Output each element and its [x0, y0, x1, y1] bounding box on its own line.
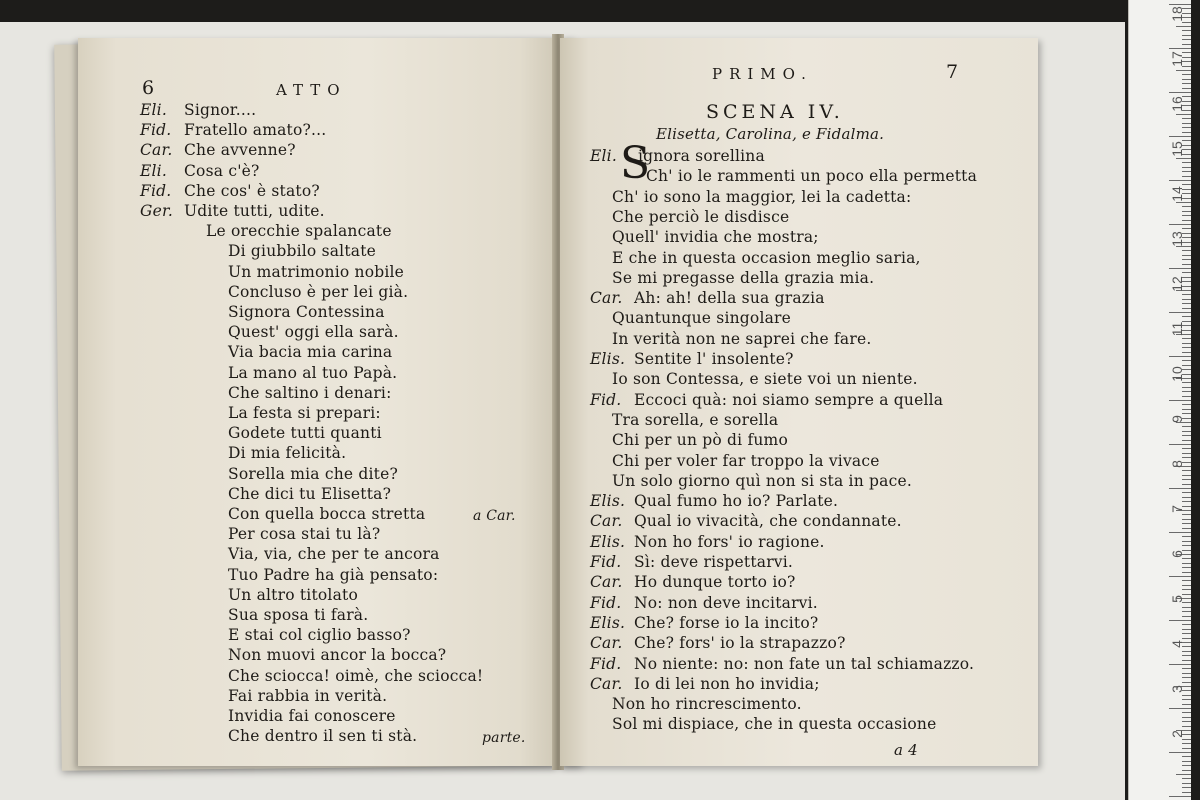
speaker-label: Fid.	[140, 121, 172, 140]
ruler-tick	[1182, 387, 1191, 388]
ruler-tick	[1182, 352, 1191, 353]
ruler-tick	[1182, 255, 1191, 256]
ruler-tick	[1182, 35, 1191, 36]
verse-line: Invidia fai conoscere	[228, 707, 396, 725]
verse-line: Se mi pregasse della grazia mia.	[612, 268, 875, 287]
verse-line: Per cosa stai tu là?	[228, 525, 381, 544]
ruler-tick	[1182, 778, 1191, 779]
ruler-tick	[1182, 127, 1191, 128]
ruler-tick	[1182, 492, 1191, 493]
ruler-tick	[1182, 39, 1191, 40]
verse-line: Non muovi ancor la bocca?	[228, 646, 447, 665]
verse-line: Ah: ah! della sua grazia	[634, 289, 825, 308]
ruler-tick	[1182, 167, 1191, 168]
verse-line: Quantunque singolare	[612, 309, 792, 328]
verse-line: Cosa c'è?	[184, 161, 260, 180]
speaker-label: Car.	[590, 573, 623, 592]
speaker-label: Elis.	[590, 613, 626, 632]
ruler-tick	[1182, 585, 1191, 586]
ruler-tick	[1182, 391, 1191, 392]
ruler-tick	[1182, 528, 1191, 529]
verse-line: Sì: deve rispettarvi.	[634, 553, 794, 571]
verse-line: Io di lei non ho invidia;	[634, 674, 820, 693]
verse-line: Che avvenne?	[184, 141, 296, 160]
speaker-label: Car.	[590, 512, 623, 531]
ruler-tick	[1176, 26, 1191, 27]
ruler-tick	[1169, 268, 1191, 269]
ruler-tick	[1169, 356, 1191, 357]
ruler-tick	[1182, 765, 1191, 766]
ruler-tick	[1169, 180, 1191, 181]
ruler-tick	[1182, 299, 1191, 300]
verse-line: Non ho fors' io ragione.	[634, 532, 825, 551]
verse-line: Un altro titolato	[228, 585, 358, 604]
ruler-tick	[1182, 536, 1191, 537]
ruler-label: 3	[1169, 685, 1185, 693]
verse-line: Chi per voler far troppo la vivace	[612, 451, 880, 470]
ruler-tick	[1182, 343, 1191, 344]
ruler-tick	[1182, 660, 1191, 661]
speaker-label: Fid.	[590, 390, 622, 409]
ruler-label: 15	[1169, 141, 1185, 157]
ruler-tick	[1182, 704, 1191, 705]
verse-line: Concluso è per lei già.	[228, 282, 409, 301]
ruler-tick	[1182, 624, 1191, 625]
speaker-label: Car.	[590, 634, 623, 653]
verse-line: Via bacia mia carina	[228, 343, 393, 362]
ruler-tick	[1182, 171, 1191, 172]
speaker-label: Ger.	[140, 202, 173, 220]
verse-line: Che dentro il sen ti stà.	[228, 727, 418, 746]
verse-line: Quest' oggi ella sarà.	[228, 323, 399, 342]
left-page-number: 6	[142, 77, 155, 99]
ruler-tick	[1182, 572, 1191, 573]
ruler-label: 16	[1169, 96, 1185, 112]
ruler-tick	[1182, 30, 1191, 31]
verse-line: Che saltino i denari:	[228, 383, 392, 402]
ruler-tick	[1182, 211, 1191, 212]
ruler-label: 7	[1169, 505, 1185, 513]
right-page-number: 7	[946, 61, 959, 83]
verse-line: Che perciò le disdisce	[612, 207, 790, 226]
ruler-tick	[1182, 404, 1191, 405]
ruler-tick	[1182, 787, 1191, 788]
ruler-label: 6	[1169, 550, 1185, 558]
verse-line: Di giubbilo saltate	[228, 242, 377, 261]
right-running-head: PRIMO.	[712, 65, 813, 83]
verse-line: Ho dunque torto io?	[634, 573, 796, 592]
verse-line: No: non deve incitarvi.	[634, 593, 818, 612]
verse-line: Tuo Padre ha già pensato:	[228, 565, 439, 584]
ruler-tick	[1169, 532, 1191, 533]
ruler-tick	[1182, 259, 1191, 260]
speaker-label: Fid.	[590, 654, 622, 673]
ruler-tick	[1182, 308, 1191, 309]
ruler-label: 5	[1169, 595, 1185, 603]
verse-line: Io son Contessa, e siete voi un niente.	[612, 370, 918, 389]
verse-line: Di mia felicità.	[228, 444, 347, 463]
ruler-tick	[1182, 783, 1191, 784]
ruler-tick	[1182, 523, 1191, 524]
scene-cast: Elisetta, Carolina, e Fidalma.	[656, 125, 885, 143]
verse-line: In verità non ne saprei che fare.	[612, 329, 872, 348]
verse-line: Sentite l' insolente?	[634, 350, 794, 368]
ruler-tick	[1182, 162, 1191, 163]
ruler-tick	[1169, 620, 1191, 621]
ruler-tick	[1182, 264, 1191, 265]
ruler-tick	[1182, 435, 1191, 436]
ruler-tick	[1182, 567, 1191, 568]
speaker-label: Car.	[590, 289, 623, 308]
ruler-label: 12	[1169, 276, 1185, 292]
speaker-label: Fid.	[590, 593, 622, 612]
ruler-label: 11	[1169, 321, 1185, 337]
stage-direction-exit: parte.	[482, 730, 526, 746]
ruler-tick	[1169, 488, 1191, 489]
verse-line: Via, via, che per te ancora	[228, 545, 440, 564]
left-running-head: ATTO	[276, 81, 347, 99]
verse-line: Non ho rincrescimento.	[612, 695, 802, 714]
measurement-ruler	[1128, 0, 1191, 800]
verse-line: Godete tutti quanti	[228, 424, 382, 443]
ruler-tick	[1182, 580, 1191, 581]
scene-title: SCENA IV.	[706, 101, 844, 123]
verse-line: Qual io vivacità, che condannate.	[634, 512, 902, 531]
ruler-tick	[1182, 206, 1191, 207]
ruler-tick	[1182, 118, 1191, 119]
ruler-tick	[1182, 717, 1191, 718]
ruler-tick	[1182, 761, 1191, 762]
verse-line: Le orecchie spalancate	[206, 222, 392, 241]
verse-line: No niente: no: non fate un tal schiamazzo.	[634, 654, 975, 673]
ruler-tick	[1182, 83, 1191, 84]
ruler-tick	[1182, 792, 1191, 793]
ruler-tick	[1182, 484, 1191, 485]
speaker-label: Car.	[590, 674, 623, 693]
ruler-tick	[1182, 440, 1191, 441]
speaker-label: Elis.	[590, 492, 626, 511]
verse-line: Tra sorella, e sorella	[612, 410, 779, 429]
ruler-label: 13	[1169, 231, 1185, 247]
ruler-label: 10	[1169, 366, 1185, 382]
ruler-tick	[1182, 756, 1191, 757]
ruler-tick	[1182, 479, 1191, 480]
left-page	[78, 38, 558, 766]
ruler-tick	[1182, 79, 1191, 80]
verse-line: Signor....	[184, 101, 257, 119]
ruler-tick	[1182, 176, 1191, 177]
ruler-tick	[1169, 576, 1191, 577]
verse-line: Quell' invidia che mostra;	[612, 228, 819, 247]
ruler-label: 4	[1169, 640, 1185, 648]
ruler-label: 14	[1169, 186, 1185, 202]
ruler-tick	[1182, 132, 1191, 133]
verse-line: Fratello amato?...	[184, 121, 327, 140]
ruler-tick	[1169, 444, 1191, 445]
signature-mark: a 4	[894, 741, 918, 759]
speaker-label: Elis.	[590, 532, 626, 551]
ruler-tick	[1182, 74, 1191, 75]
ruler-tick	[1182, 215, 1191, 216]
speaker-label: Eli.	[590, 147, 617, 165]
ruler-tick	[1169, 664, 1191, 665]
ruler-tick	[1182, 668, 1191, 669]
ruler-label: 2	[1169, 730, 1185, 738]
verse-line: Che? forse io la incito?	[634, 613, 819, 632]
verse-line: Udite tutti, udite.	[184, 202, 325, 220]
drop-cap: S	[620, 138, 651, 189]
right-page	[560, 38, 1038, 766]
ruler-tick	[1182, 673, 1191, 674]
ruler-tick	[1182, 396, 1191, 397]
ruler-tick	[1169, 708, 1191, 709]
verse-line: Chi per un pò di fumo	[612, 431, 788, 450]
stage-direction-car: a Car.	[473, 508, 516, 524]
speaker-label: Fid.	[590, 553, 622, 571]
speaker-label: Eli.	[140, 161, 167, 180]
ruler-tick	[1182, 770, 1191, 771]
speaker-label: Elis.	[590, 350, 626, 368]
speaker-label: Fid.	[140, 181, 172, 200]
ruler-tick	[1182, 347, 1191, 348]
ruler-tick	[1169, 400, 1191, 401]
ruler-tick	[1169, 224, 1191, 225]
verse-line: E che in questa occasion meglio saria,	[612, 248, 921, 267]
ruler-tick	[1176, 774, 1191, 775]
verse-line: Eccoci quà: noi siamo sempre a quella	[634, 390, 944, 409]
verse-line: Sorella mia che dite?	[228, 464, 398, 483]
ruler-tick	[1182, 629, 1191, 630]
ruler-tick	[1169, 752, 1191, 753]
ruler-label: 17	[1169, 51, 1185, 67]
ruler-label: 9	[1169, 415, 1185, 423]
ruler-tick	[1182, 616, 1191, 617]
ruler-tick	[1182, 220, 1191, 221]
verse-line: Che dici tu Elisetta?	[228, 484, 392, 503]
verse-line: Qual fumo ho io? Parlate.	[634, 492, 839, 511]
ruler-tick	[1182, 712, 1191, 713]
verse-line: E stai col ciglio basso?	[228, 626, 411, 645]
verse-line: Signora Contessina	[228, 303, 385, 321]
ruler-tick	[1169, 312, 1191, 313]
verse-line: Con quella bocca stretta	[228, 505, 426, 523]
verse-line: Fai rabbia in verità.	[228, 686, 388, 705]
verse-line: Che? fors' io la strapazzo?	[634, 634, 846, 653]
verse-line: La mano al tuo Papà.	[228, 363, 398, 382]
ruler-tick	[1169, 796, 1191, 797]
verse-line: Sol mi dispiace, che in questa occasione	[612, 715, 937, 734]
ruler-tick	[1182, 611, 1191, 612]
verse-line: Un solo giorno quì non si sta in pace.	[612, 471, 912, 490]
verse-line: Che sciocca! oimè, che sciocca!	[228, 666, 484, 685]
ruler-label: 8	[1169, 460, 1185, 468]
ruler-tick	[1182, 303, 1191, 304]
verse-line: Ch' io sono la maggior, lei la cadetta:	[612, 187, 912, 206]
verse-line: Che cos' è stato?	[184, 181, 320, 200]
verse-line: La festa si prepari:	[228, 404, 381, 422]
speaker-label: Car.	[140, 141, 173, 160]
ruler-tick	[1182, 448, 1191, 449]
speaker-label: Eli.	[140, 101, 167, 119]
ruler-tick	[1182, 88, 1191, 89]
ruler-tick	[1182, 123, 1191, 124]
verse-line: ignora sorellina	[638, 147, 765, 165]
ruler-tick	[1182, 748, 1191, 749]
verse-line: Ch' io le rammenti un poco ella permetta	[646, 167, 978, 186]
verse-line: Un matrimonio nobile	[228, 262, 405, 281]
ruler-tick	[1182, 44, 1191, 45]
verse-line: Sua sposa ti farà.	[228, 606, 369, 624]
ruler-label: 18	[1169, 6, 1185, 22]
